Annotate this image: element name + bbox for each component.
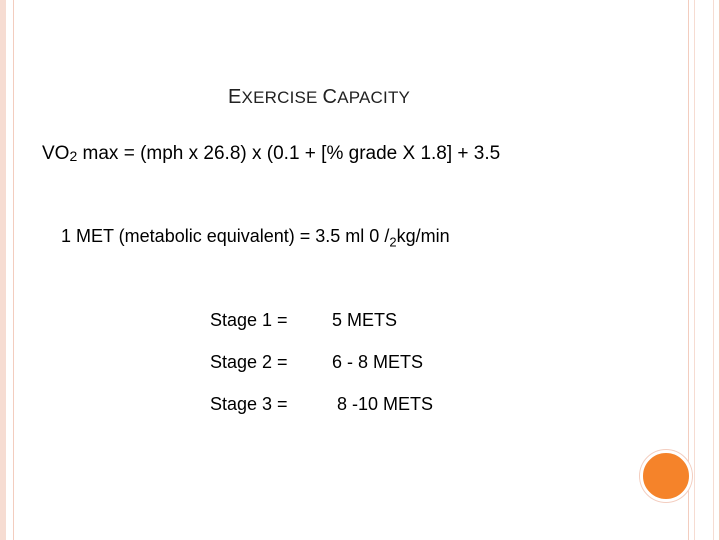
stage-row — [210, 310, 397, 331]
formula-subscript: 2 — [69, 148, 78, 164]
title-word-2: APACITY — [337, 88, 411, 107]
slide-title — [228, 86, 410, 109]
formula-prefix: VO — [42, 143, 70, 164]
stage-value: 8 -10 METS — [332, 394, 434, 414]
met-subscript: 2 — [389, 234, 397, 250]
title-word-1: XERCISE — [241, 88, 318, 107]
met-text-before: 1 MET (metabolic equivalent) = 3.5 ml 0 — [61, 226, 385, 246]
orange-circle-decoration — [640, 450, 692, 502]
met-definition — [61, 226, 450, 250]
stage-row — [210, 394, 433, 415]
met-text-after: kg/min — [396, 226, 450, 246]
right-decorative-border-inner — [694, 0, 714, 540]
title-cap-1: E — [228, 86, 242, 108]
stage-value: 6 - 8 METS — [332, 352, 424, 372]
stage-label: Stage 1 = — [210, 310, 288, 330]
vo2-formula — [42, 143, 500, 165]
stage-row — [210, 352, 423, 373]
stage-value: 5 METS — [332, 310, 398, 330]
title-cap-2: C — [322, 86, 338, 108]
stage-label: Stage 2 = — [210, 352, 288, 372]
met-slash: / — [384, 226, 390, 246]
stage-label: Stage 3 = — [210, 394, 288, 414]
formula-body: max = (mph x 26.8) x (0.1 + [% grade X 1.8] + 3.5 — [77, 143, 501, 164]
left-decorative-border — [0, 0, 14, 540]
